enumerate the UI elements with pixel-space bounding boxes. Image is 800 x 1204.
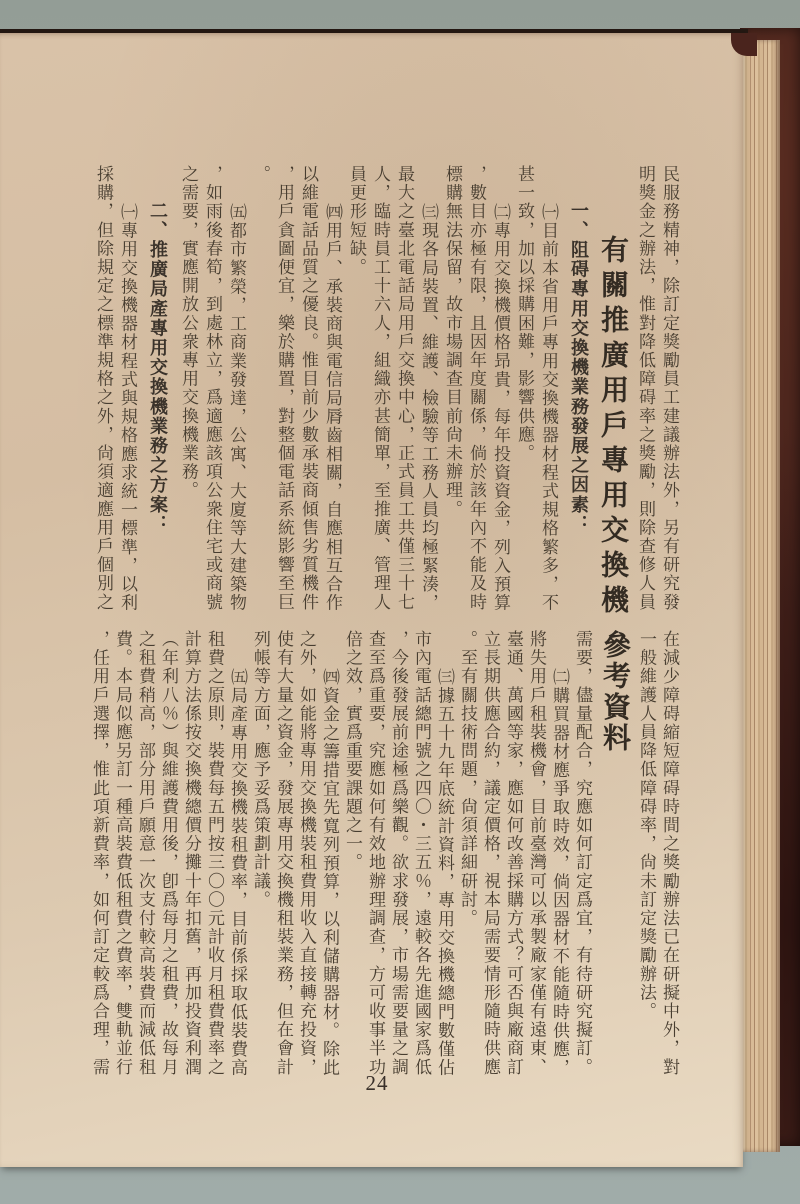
text-column: ，用戶貪圖便宜，樂於購置，對整個電話系統影響至巨 [275,165,294,612]
text-column: 一、阻碍專用交換機業務發展之因素： [569,201,589,535]
text-column: ，今後發展前途極爲樂觀。欲求發展，市場需要量之調 [389,630,408,1077]
text-column: 查至爲重要，究應如何有效地辦理調查，方可收事半功 [366,630,385,1077]
chapter-title-column: 有關推廣用戶專用交換機 [597,235,628,620]
text-column: 倍之效，實爲重要課題之一。 [343,630,362,872]
scanned-page [0,33,743,1167]
bottom-text-register [88,630,681,1082]
text-column: （年利八％）與維護費用後，卽爲每月之租費，故每月 [159,630,178,1077]
text-column: ㈢現各局裝置、維護、檢驗等工務人員均極緊湊， [419,203,438,613]
text-column: 。至有關技術問題，尙須詳細研討。 [458,630,477,928]
text-column: ㈡專用交換機價格昻貴，每年投資資金，列入預算 [491,203,510,613]
text-column: ㈠專用交換機器材程式與規格應求統一標準，以利 [118,203,137,613]
text-column: 人，臨時員工十六人，組織亦甚簡單，至推廣、管理人 [371,165,390,612]
text-column: ㈣用戶、承裝商與電信局脣齒相關，自應相互合作 [323,203,342,613]
page-number: 24 [365,1071,389,1095]
text-column: 在減少障碍縮短障碍時間之獎勵辦法已在研擬中外，對 [660,630,679,1077]
text-column: 甚一致，加以採購困難，影響供應。 [515,165,534,463]
text-column: 臺通、萬國等家，應如何改善採購方式？可否與廠商訂 [504,630,523,1077]
text-column: 將失用戶租裝機會，目前臺灣可以承製廠家僅有遠東、 [527,630,546,1077]
text-column: 民服務精神，除訂定獎勵員工建議辦法外，另有研究發 [660,165,679,612]
text-column: ㈡購買器材應爭取時效，倘因器材不能隨時供應， [550,668,569,1078]
text-column: 採購，但除規定之標準規格之外，尙須適應用戶個別之 [94,165,113,612]
text-column: 之外，如能將專用交換機裝租費用收入直接轉充投資， [297,630,316,1077]
top-text-register [91,165,681,625]
text-column: ㈤都市繁榮，工商業發達，公寓、大廈等大建築物 [227,203,246,613]
text-column: ，如雨後春筍，到處林立，爲適應該項公衆住宅或商號 [203,165,222,612]
text-column: 市內電話總門號之四〇・三五％，遠較各先進國家爲低 [412,630,431,1077]
text-column: 標購無法保留，故市場調查目前尙未辦理。 [443,165,462,519]
text-column: 之需要，實應開放公衆專用交換機業務。 [179,165,198,500]
page-stack-edge [742,40,780,1152]
text-column: 立長期供應合約，議定價格，視本局需要情形隨時供應 [481,630,500,1077]
text-column: 以維電話品質之優良。惟目前少數承裝商傾售劣質機件 [299,165,318,612]
text-column: 使有大量之資金，發展專用交換機租裝業務，但在會計 [274,630,293,1077]
text-column: 列帳等方面，應予妥爲策劃計議。 [251,630,270,909]
text-column: ㈤局產專用交換機裝租費率，目前係採取低裝費高 [228,668,247,1078]
text-column: 費。本局似應另訂一種高裝費低租費之費率，雙軌並行 [113,630,132,1077]
text-column: 。 [251,165,270,184]
text-column: ，數目亦極有限，且因年度關係，倘於該年內不能及時 [467,165,486,612]
chapter-title-column: 參考資料 [599,630,630,754]
text-column: 最大之臺北電話局用戶交換中心，正式員工共僅三十七 [395,165,414,612]
text-column: 明獎金之辦法，惟對降低障碍率之獎勵，則除查修人員 [636,165,655,612]
text-column: ㈠目前本省用戶專用交換機器材程式規格繁多，不 [539,203,558,613]
text-column: 租費之原則，裝費每五門按三〇〇元計收月租費費率之 [205,630,224,1077]
text-column: 一般維護人員降低障碍率，尙未訂定獎勵辦法。 [637,630,656,1021]
text-column: 員更形短缺。 [347,165,366,277]
text-column: ，任用戶選擇，惟此項新費率，如何訂定較爲合理，需 [90,630,109,1077]
text-column: 需要，儘量配合，究應如何訂定爲宜，有待研究擬訂。 [573,630,592,1077]
text-column: 二、推廣局產專用交換機業務之方案： [148,201,168,535]
text-column: 計算方法係按交換機總價分攤十年扣舊，再加投資利潤 [182,630,201,1077]
text-column: ㈣資金之籌措宜先寬列預算，以利儲購器材。除此 [320,668,339,1078]
text-column: ㈢據五十九年底統計資料，專用交換機總門數僅佔 [435,668,454,1078]
text-column: 之租費稍高，部分用戶願意一次支付較高裝費而減低租 [136,630,155,1077]
